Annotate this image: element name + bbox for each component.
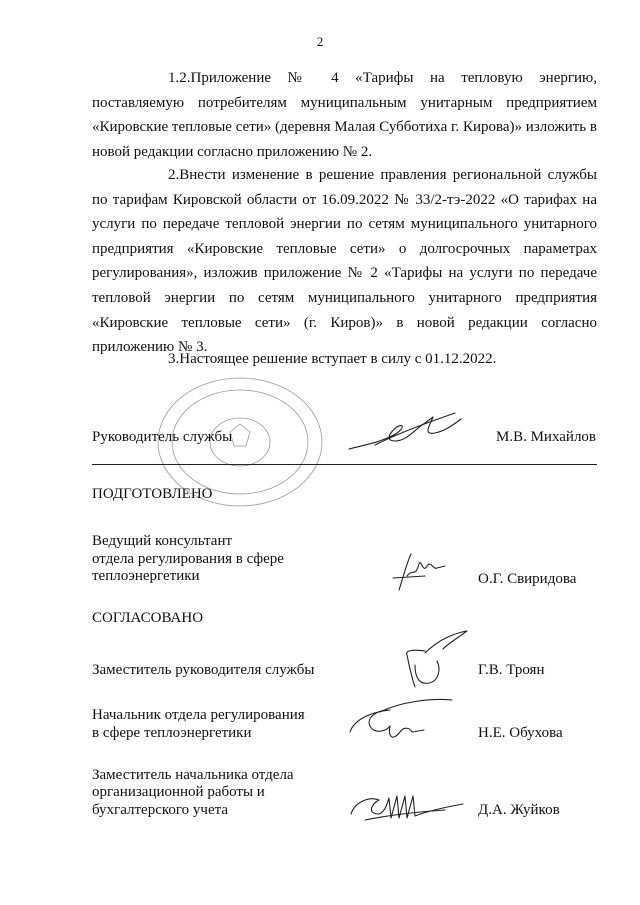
prepared-position-line-3: теплоэнергетики xyxy=(92,568,200,584)
agreed-signer-1-position: Заместитель руководителя службы xyxy=(92,662,315,678)
prepared-position-line-2: отдела регулирования в сфере xyxy=(92,551,284,567)
agreed-signer-2-signature-image xyxy=(340,692,460,752)
paragraph-number: 3. xyxy=(168,351,180,367)
paragraph-number: 2. xyxy=(168,167,180,183)
prepared-signature-image xyxy=(385,548,455,598)
agreed-heading: СОГЛАСОВАНО xyxy=(92,610,204,626)
paragraph-2 xyxy=(92,163,597,360)
prepared-heading: ПОДГОТОВЛЕНО xyxy=(92,486,213,502)
agreed-signer-3-position-line-2: организационной работы и xyxy=(92,784,265,800)
agreed-signer-1-name: Г.В. Троян xyxy=(478,662,545,678)
paragraph-text: Приложение № 4 «Тарифы на тепловую энергию, поставляемую потребителям муниципальным унитарным предприятием «Кировские тепловые сети» (деревня Малая Субботиха г. Кирова)» изложить в новой редакции согласно приложению № 2. xyxy=(92,70,597,160)
agreed-signer-2-position-line-2: в сфере теплоэнергетики xyxy=(92,725,252,741)
paragraph-text: Настоящее решение вступает в силу с 01.12.2022. xyxy=(179,351,497,367)
paragraph-number: 1.2. xyxy=(168,70,191,86)
agreed-signer-3-position-line-1: Заместитель начальника отдела xyxy=(92,767,294,783)
divider-line xyxy=(92,464,597,465)
paragraph-1-2 xyxy=(92,66,597,164)
agreed-signer-1-signature-image xyxy=(385,625,475,695)
head-position: Руководитель службы xyxy=(92,429,233,445)
agreed-signer-2-position-line-1: Начальник отдела регулирования xyxy=(92,707,305,723)
agreed-signer-3-signature-image xyxy=(345,778,470,828)
page-number: 2 xyxy=(316,34,324,49)
agreed-signer-3-name: Д.А. Жуйков xyxy=(478,802,560,818)
agreed-signer-3-position-line-3: бухгалтерского учета xyxy=(92,802,229,818)
prepared-name: О.Г. Свиридова xyxy=(478,571,577,587)
agreed-signer-2-name: Н.Е. Обухова xyxy=(478,725,563,741)
head-signature-image xyxy=(345,405,465,455)
paragraph-text: Внести изменение в решение правления региональной службы по тарифам Кировской области от 16.09.2022 № 33/2-тэ-2022 «О тарифах на услуги по передаче тепловой энергии по сетям муниципального унитарного предприятия «Кировские тепловые сети» о долгосрочных параметрах регулирования», изложив приложение № 2 «Тарифы на услуги по передаче тепловой энергии по сетям муниципального унитарного предприятия «Кировские тепловые сети» (г. Киров)» в новой редакции согласно приложению № 3. xyxy=(92,167,597,356)
paragraph-3 xyxy=(92,347,597,372)
head-name: М.В. Михайлов xyxy=(496,429,597,445)
prepared-position-line-1: Ведущий консультант xyxy=(92,533,233,549)
